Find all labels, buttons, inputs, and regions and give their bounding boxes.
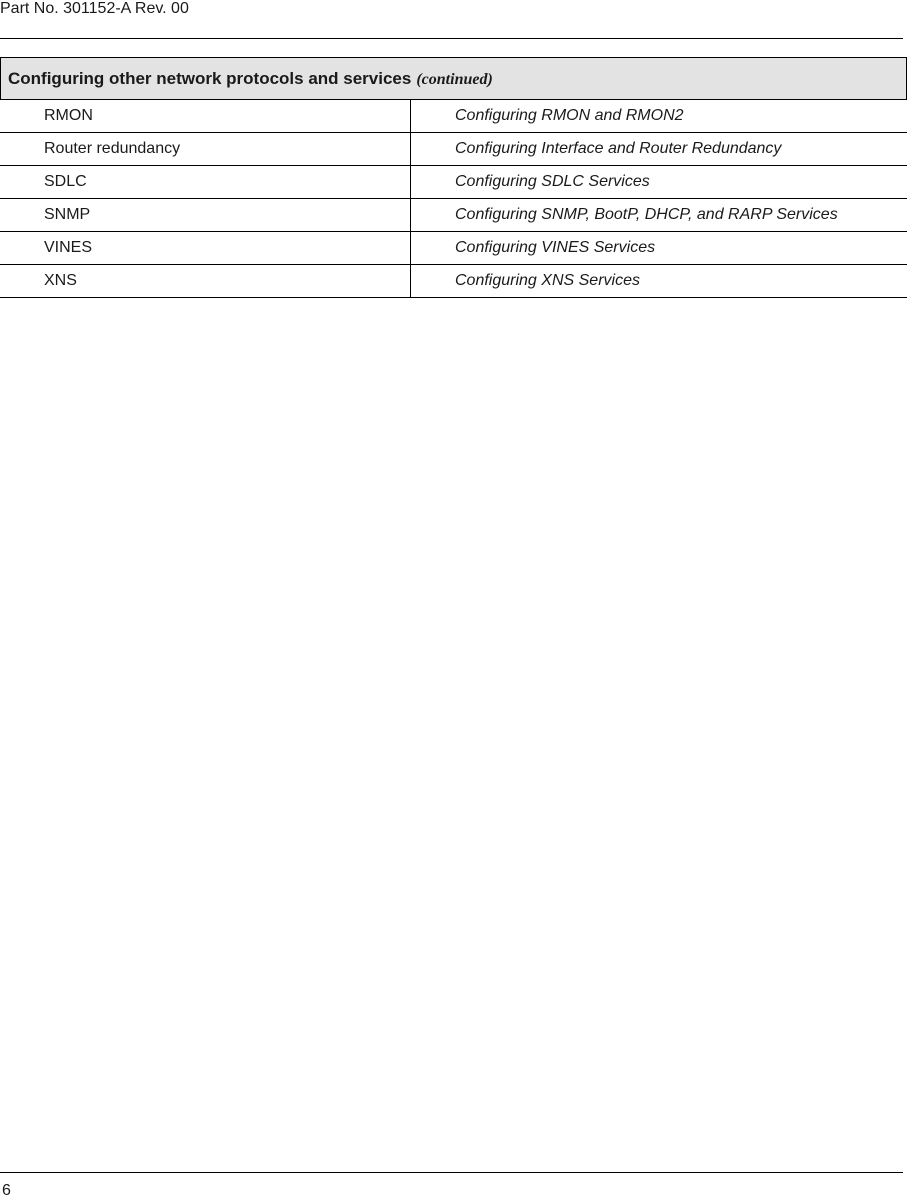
manual-cell: Configuring SDLC Services	[411, 166, 907, 199]
page-number: 6	[2, 1182, 11, 1199]
topic-cell: SNMP	[1, 199, 411, 232]
table-row	[1, 100, 907, 133]
manual-cell: Configuring XNS Services	[411, 265, 907, 298]
manual-cell: Configuring VINES Services	[411, 232, 907, 265]
topic-cell: VINES	[1, 232, 411, 265]
manual-cell: Configuring RMON and RMON2	[411, 100, 907, 133]
manual-cell: Configuring SNMP, BootP, DHCP, and RARP Services	[411, 199, 907, 232]
topic-cell: RMON	[1, 100, 411, 133]
topic-cell: Router redundancy	[1, 133, 411, 166]
table-row	[1, 265, 907, 298]
protocols-services-table	[0, 57, 907, 298]
table-row	[1, 166, 907, 199]
table-row	[1, 199, 907, 232]
footer-divider	[0, 1172, 903, 1173]
table-continued-label: (continued)	[416, 70, 493, 88]
table-row	[1, 232, 907, 265]
header-divider	[0, 38, 903, 39]
table-row	[1, 133, 907, 166]
table-title-text: Configuring other network protocols and services	[8, 68, 412, 88]
topic-cell: SDLC	[1, 166, 411, 199]
table-title	[1, 58, 907, 100]
page-header-part-number: Part No. 301152-A Rev. 00	[0, 0, 189, 17]
topic-cell: XNS	[1, 265, 411, 298]
manual-cell: Configuring Interface and Router Redundancy	[411, 133, 907, 166]
